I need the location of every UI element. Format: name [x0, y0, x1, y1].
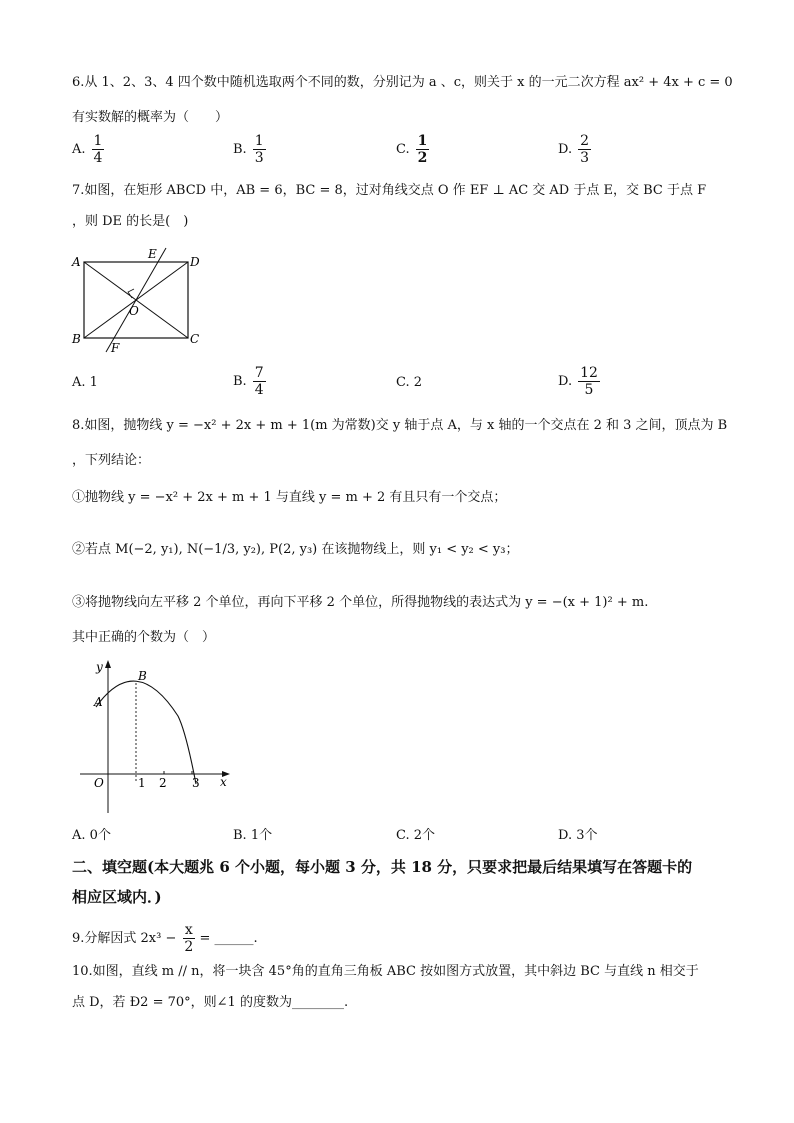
q6-option-a[interactable]: A. $\frac{1}{4}$ [72, 133, 103, 166]
q8-stem-line2: ，下列结论： [72, 453, 151, 468]
label-f: F [111, 341, 120, 355]
q7-option-b[interactable]: B. $\frac{7}{4}$ [233, 365, 264, 398]
q7-stem-line2: ，则 DE 的长是( ) [72, 214, 189, 229]
q6-option-d[interactable]: D. $\frac{2}{3}$ [558, 133, 590, 166]
right-angle-mark [128, 289, 134, 298]
label-d: D [190, 255, 200, 269]
q8-conclusion-3: ③将抛物线向左平移 2 个单位，再向下平移 2 个单位，所得抛物线的表达式为 y = −(x + 1)² + m. [72, 595, 649, 610]
q8-option-d[interactable]: D. 3个 [558, 828, 598, 843]
line-ef [106, 248, 166, 352]
label-a: A [72, 255, 81, 269]
q7-option-a[interactable]: A. 1 [72, 375, 98, 390]
q8-option-c[interactable]: C. 2个 [396, 828, 436, 843]
label-c: C [190, 332, 200, 346]
y-axis-arrow [105, 660, 111, 668]
q8-option-b[interactable]: B. 1个 [233, 828, 273, 843]
label-b: B [138, 669, 147, 683]
q7-stem-line1: 7.如图，在矩形 ABCD 中，AB = 6，BC = 8，过对角线交点 O 作 EF ⊥ AC 交 AD 于点 E，交 BC 于点 F [72, 183, 707, 198]
tick-label-3: 3 [192, 776, 200, 790]
q7-option-d[interactable]: D. $\frac{12}{5}$ [558, 365, 598, 398]
q8-conclusion-2: ②若点 M(−2, y₁), N(−1/3, y₂), P(2, y₃) 在该抛物线上，则 y₁ < y₂ < y₃； [72, 542, 519, 557]
q9-answer-blank[interactable]: = ______. [199, 931, 258, 946]
q10-stem-line2: 点 D，若 Ð2 = 70°，则∠1 的度数为________. [72, 995, 349, 1010]
q6-option-c[interactable]: C. $\frac{1}{2}$ [396, 133, 428, 166]
q8-question: 其中正确的个数为（ ） [72, 630, 216, 645]
section-2-heading-line2: 相应区域内．) [72, 888, 162, 906]
section-2-heading-line1: 二、填空题(本大题兆 6 个小题，每小题 3 分，共 18 分，只要求把最后结果填写在答题卡的 [72, 858, 693, 876]
label-e: E [148, 247, 157, 261]
label-x: x [220, 775, 227, 789]
q6-stem-line1: 6.从 1、2、3、4 四个数中随机选取两个不同的数，分别记为 a 、c，则关于 x 的一元二次方程 ax² + 4x + c = 0 [72, 75, 733, 90]
q8-conclusion-1: ①抛物线 y = −x² + 2x + m + 1 与直线 y = m + 2 有且只有一个交点； [72, 490, 507, 505]
q8-stem-line1: 8.如图，抛物线 y = −x² + 2x + m + 1(m 为常数)交 y 轴于点 A，与 x 轴的一个交点在 2 和 3 之间，顶点为 B [72, 418, 728, 433]
label-o: O [129, 304, 139, 318]
q10-stem-line1: 10.如图，直线 m // n，将一块含 45°角的直角三角板 ABC 按如图方式放置，其中斜边 BC 与直线 n 相交于 [72, 964, 699, 979]
q9-stem: 9.分解因式 2x³ − $\frac{x}{2}$ = ______. [72, 922, 258, 955]
tick-label-1: 1 [138, 776, 146, 790]
q6-option-b[interactable]: B. $\frac{1}{3}$ [233, 133, 264, 166]
parabola-curve [96, 681, 196, 784]
q7-rectangle-figure [62, 240, 222, 360]
q6-stem-line2: 有实数解的概率为（ ） [72, 110, 229, 125]
label-b: B [72, 332, 81, 346]
q8-option-a[interactable]: A. 0个 [72, 828, 111, 843]
q8-parabola-figure [74, 655, 244, 820]
label-y: y [96, 660, 103, 674]
label-origin: O [94, 776, 104, 790]
q7-option-c[interactable]: C. 2 [396, 375, 423, 390]
tick-label-2: 2 [159, 776, 167, 790]
label-a: A [94, 695, 103, 709]
